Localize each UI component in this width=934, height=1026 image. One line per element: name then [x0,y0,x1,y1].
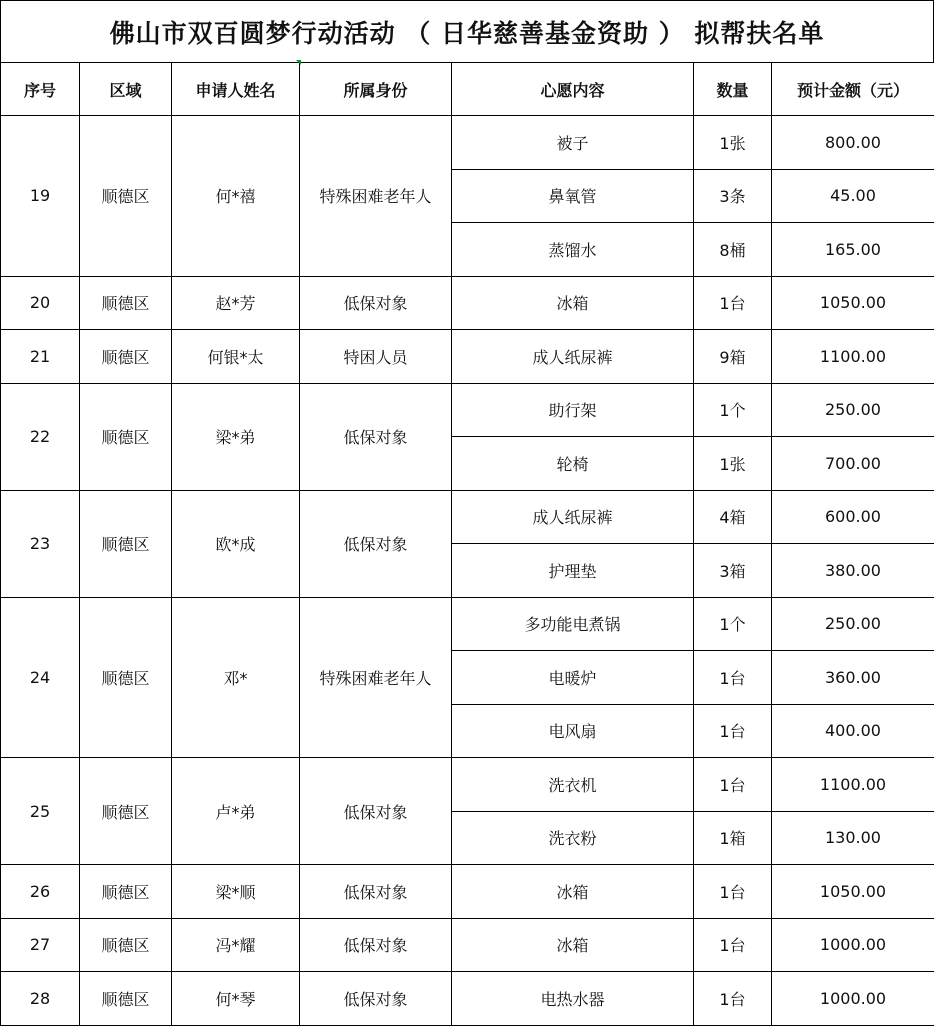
cell-amount[interactable]: 400.00 [772,704,934,758]
cell-region[interactable]: 顺德区 [80,490,172,597]
cell-wish[interactable]: 电热水器 [452,972,694,1026]
cell-wish[interactable]: 助行架 [452,383,694,437]
cell-amount[interactable]: 600.00 [772,490,934,544]
cell-qty[interactable]: 1台 [694,972,772,1026]
beneficiary-table [0,62,934,1026]
cell-region[interactable]: 顺德区 [80,972,172,1026]
cell-qty[interactable]: 1台 [694,918,772,972]
cell-no[interactable]: 27 [1,918,80,972]
table-row [1,865,934,919]
cell-amount[interactable]: 1050.00 [772,276,934,330]
cell-qty[interactable]: 1个 [694,383,772,437]
cell-region[interactable]: 顺德区 [80,597,172,758]
cell-no[interactable]: 23 [1,490,80,597]
cell-applicant-name[interactable]: 赵*芳 [172,276,300,330]
header-amount[interactable]: 预计金额（元） [772,63,934,116]
cell-amount[interactable]: 1000.00 [772,918,934,972]
cell-region[interactable]: 顺德区 [80,116,172,277]
header-qty[interactable]: 数量 [694,63,772,116]
cell-amount[interactable]: 360.00 [772,651,934,705]
cell-qty[interactable]: 4箱 [694,490,772,544]
cell-amount[interactable]: 130.00 [772,811,934,865]
cell-identity[interactable]: 低保对象 [300,865,452,919]
table-row [1,490,934,544]
cell-wish[interactable]: 多功能电煮锅 [452,597,694,651]
cell-qty[interactable]: 1张 [694,116,772,170]
cell-qty[interactable]: 8桶 [694,223,772,277]
cell-applicant-name[interactable]: 何*琴 [172,972,300,1026]
cell-amount[interactable]: 1000.00 [772,972,934,1026]
cell-wish[interactable]: 冰箱 [452,276,694,330]
cell-wish[interactable]: 电暖炉 [452,651,694,705]
cell-no[interactable]: 19 [1,116,80,277]
table-row [1,116,934,170]
cell-identity[interactable]: 低保对象 [300,758,452,865]
cell-wish[interactable]: 轮椅 [452,437,694,491]
cell-region[interactable]: 顺德区 [80,383,172,490]
cell-identity[interactable]: 特殊困难老年人 [300,116,452,277]
cell-region[interactable]: 顺德区 [80,865,172,919]
cell-no[interactable]: 20 [1,276,80,330]
cell-qty[interactable]: 1台 [694,865,772,919]
cell-applicant-name[interactable]: 邓* [172,597,300,758]
cell-qty[interactable]: 1个 [694,597,772,651]
cell-wish[interactable]: 护理垫 [452,544,694,598]
cell-amount[interactable]: 250.00 [772,597,934,651]
header-no[interactable]: 序号 [1,63,80,116]
cell-region[interactable]: 顺德区 [80,918,172,972]
cell-identity[interactable]: 低保对象 [300,383,452,490]
cell-qty[interactable]: 1台 [694,651,772,705]
cell-applicant-name[interactable]: 梁*顺 [172,865,300,919]
cell-amount[interactable]: 700.00 [772,437,934,491]
cell-identity[interactable]: 特殊困难老年人 [300,597,452,758]
cell-wish[interactable]: 洗衣机 [452,758,694,812]
cell-wish[interactable]: 冰箱 [452,918,694,972]
cell-amount[interactable]: 45.00 [772,169,934,223]
cell-identity[interactable]: 低保对象 [300,918,452,972]
cell-no[interactable]: 28 [1,972,80,1026]
cell-qty[interactable]: 9箱 [694,330,772,384]
cell-no[interactable]: 25 [1,758,80,865]
cell-applicant-name[interactable]: 卢*弟 [172,758,300,865]
cell-region[interactable]: 顺德区 [80,330,172,384]
cell-applicant-name[interactable]: 梁*弟 [172,383,300,490]
cell-identity[interactable]: 低保对象 [300,276,452,330]
cell-qty[interactable]: 1台 [694,276,772,330]
cell-amount[interactable]: 1100.00 [772,330,934,384]
table-row [1,597,934,651]
header-identity[interactable]: 所属身份 [300,63,452,116]
table-row [1,276,934,330]
cell-wish[interactable]: 电风扇 [452,704,694,758]
cell-comment-marker[interactable] [296,60,301,65]
table-row [1,330,934,384]
header-name[interactable]: 申请人姓名 [172,63,300,116]
cell-identity[interactable]: 低保对象 [300,490,452,597]
cell-qty[interactable]: 1台 [694,758,772,812]
cell-qty[interactable]: 3箱 [694,544,772,598]
table-row [1,972,934,1026]
table-row [1,383,934,437]
cell-amount[interactable]: 380.00 [772,544,934,598]
cell-no[interactable]: 22 [1,383,80,490]
cell-region[interactable]: 顺德区 [80,758,172,865]
sheet-title: 佛山市双百圆梦行动活动 （ 日华慈善基金资助 ） 拟帮扶名单 [0,0,934,62]
cell-applicant-name[interactable]: 何银*太 [172,330,300,384]
cell-amount[interactable]: 1100.00 [772,758,934,812]
cell-no[interactable]: 26 [1,865,80,919]
header-row [1,63,934,116]
cell-wish[interactable]: 蒸馏水 [452,223,694,277]
header-wish[interactable]: 心愿内容 [452,63,694,116]
cell-qty[interactable]: 1台 [694,704,772,758]
cell-wish[interactable]: 被子 [452,116,694,170]
header-region[interactable]: 区域 [80,63,172,116]
cell-wish[interactable]: 成人纸尿裤 [452,330,694,384]
cell-wish[interactable]: 成人纸尿裤 [452,490,694,544]
cell-applicant-name[interactable]: 冯*耀 [172,918,300,972]
table-body [1,116,934,1026]
cell-qty[interactable]: 1箱 [694,811,772,865]
cell-amount[interactable]: 165.00 [772,223,934,277]
cell-qty[interactable]: 1张 [694,437,772,491]
table-row [1,758,934,812]
table-row [1,918,934,972]
cell-amount[interactable]: 250.00 [772,383,934,437]
cell-no[interactable]: 21 [1,330,80,384]
cell-wish[interactable]: 冰箱 [452,865,694,919]
cell-no[interactable]: 24 [1,597,80,758]
cell-applicant-name[interactable]: 欧*成 [172,490,300,597]
cell-applicant-name[interactable]: 何*禧 [172,116,300,277]
cell-wish[interactable]: 洗衣粉 [452,811,694,865]
cell-qty[interactable]: 3条 [694,169,772,223]
cell-identity[interactable]: 特困人员 [300,330,452,384]
cell-region[interactable]: 顺德区 [80,276,172,330]
cell-wish[interactable]: 鼻氧管 [452,169,694,223]
cell-amount[interactable]: 1050.00 [772,865,934,919]
cell-amount[interactable]: 800.00 [772,116,934,170]
cell-identity[interactable]: 低保对象 [300,972,452,1026]
